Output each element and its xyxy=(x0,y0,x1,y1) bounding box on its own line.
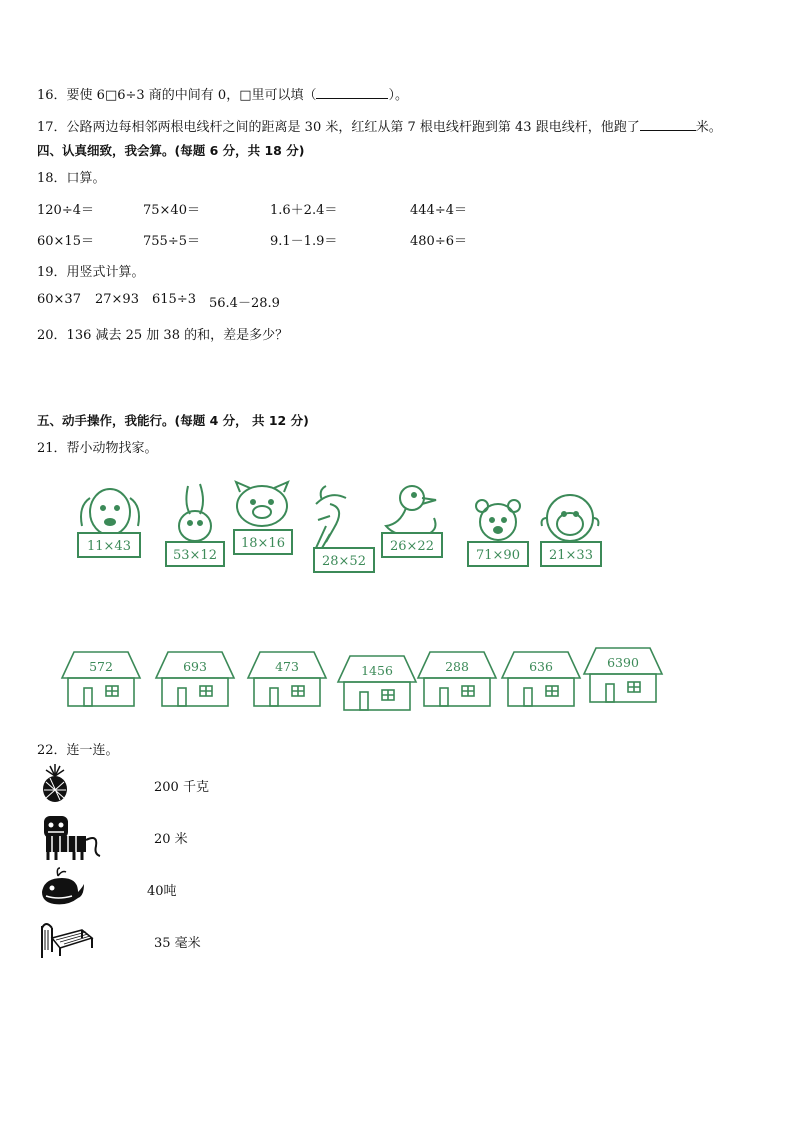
question-16-tail: ）。 xyxy=(388,88,408,103)
question-22-title: 22．连一连。 xyxy=(37,743,119,758)
unit-label[interactable]: 35 毫米 xyxy=(154,936,201,951)
mental-math-item: 9.1－1.9＝ xyxy=(270,234,338,249)
pineapple-icon[interactable] xyxy=(38,764,72,802)
vertical-calc-item: 60×37 xyxy=(37,292,81,307)
question-18-title: 18．口算。 xyxy=(37,171,106,186)
question-17-text: 17．公路两边每相邻两根电线杆之间的距离是 30 米，红红从第 7 根电线杆跑到第 43 跟电线杆，他跑了 xyxy=(37,120,640,135)
house-icon[interactable] xyxy=(338,656,416,710)
question-21-title: 21．帮小动物找家。 xyxy=(37,441,158,456)
vertical-calc-item: 615÷3 xyxy=(152,292,196,307)
pig-icon[interactable] xyxy=(234,482,292,554)
expression-card: 26×22 xyxy=(390,539,434,554)
question-16-text: 16．要使 6□6÷3 商的中间有 0，□里可以填（ xyxy=(37,88,317,103)
bed-icon[interactable] xyxy=(38,916,94,960)
house-number: 1456 xyxy=(361,663,393,678)
unit-label[interactable]: 20 米 xyxy=(154,832,188,847)
house-icon[interactable] xyxy=(418,652,496,706)
expression-card: 28×52 xyxy=(322,554,366,569)
question-20: 20．136 减去 25 加 38 的和，差是多少？ xyxy=(37,328,289,343)
answer-blank[interactable] xyxy=(316,86,388,99)
animals-row xyxy=(60,476,620,586)
house-icon[interactable] xyxy=(62,652,140,706)
unit-label[interactable]: 200 千克 xyxy=(154,780,209,795)
expression-card: 21×33 xyxy=(549,548,593,563)
tiger-icon[interactable] xyxy=(38,812,102,862)
expression-card: 11×43 xyxy=(87,539,131,554)
house-icon[interactable] xyxy=(156,652,234,706)
house-icon[interactable] xyxy=(502,652,580,706)
mental-math-item: 444÷4＝ xyxy=(410,203,467,218)
section-4-heading: 四、认真细致，我会算。(每题 6 分，共 18 分) xyxy=(37,143,305,158)
vertical-calc-item: 27×93 xyxy=(95,292,139,307)
dog-icon[interactable] xyxy=(78,489,140,557)
goat-icon[interactable] xyxy=(314,486,374,572)
expression-card: 71×90 xyxy=(476,548,520,563)
house-number: 473 xyxy=(275,659,299,674)
house-icon[interactable] xyxy=(584,648,662,702)
unit-label[interactable]: 40吨 xyxy=(147,884,177,899)
mental-math-item: 755÷5＝ xyxy=(143,234,200,249)
mental-math-item: 60×15＝ xyxy=(37,234,94,249)
house-number: 572 xyxy=(89,659,113,674)
monkey-icon[interactable] xyxy=(541,495,601,566)
duck-icon[interactable] xyxy=(382,486,442,557)
rabbit-icon[interactable] xyxy=(166,484,224,566)
house-number: 6390 xyxy=(607,655,639,670)
house-number: 693 xyxy=(183,659,207,674)
mental-math-item: 1.6＋2.4＝ xyxy=(270,203,338,218)
mental-math-item: 480÷6＝ xyxy=(410,234,467,249)
house-icon[interactable] xyxy=(248,652,326,706)
bear-icon[interactable] xyxy=(468,500,528,566)
expression-card: 53×12 xyxy=(173,548,217,563)
whale-icon[interactable] xyxy=(38,866,86,908)
mental-math-item: 120÷4＝ xyxy=(37,203,94,218)
mental-math-item: 75×40＝ xyxy=(143,203,200,218)
question-19-title: 19．用竖式计算。 xyxy=(37,265,145,280)
house-number: 636 xyxy=(529,659,553,674)
section-5-heading: 五、动手操作，我能行。(每题 4 分， 共 12 分) xyxy=(37,413,309,428)
answer-blank[interactable] xyxy=(640,118,696,131)
vertical-calc-item: 56.4－28.9 xyxy=(209,296,280,311)
question-17 xyxy=(37,116,722,135)
house-number: 288 xyxy=(445,659,469,674)
question-17-tail: 米。 xyxy=(695,120,722,135)
question-16 xyxy=(37,84,408,103)
houses-row xyxy=(58,644,670,716)
expression-card: 18×16 xyxy=(241,536,285,551)
